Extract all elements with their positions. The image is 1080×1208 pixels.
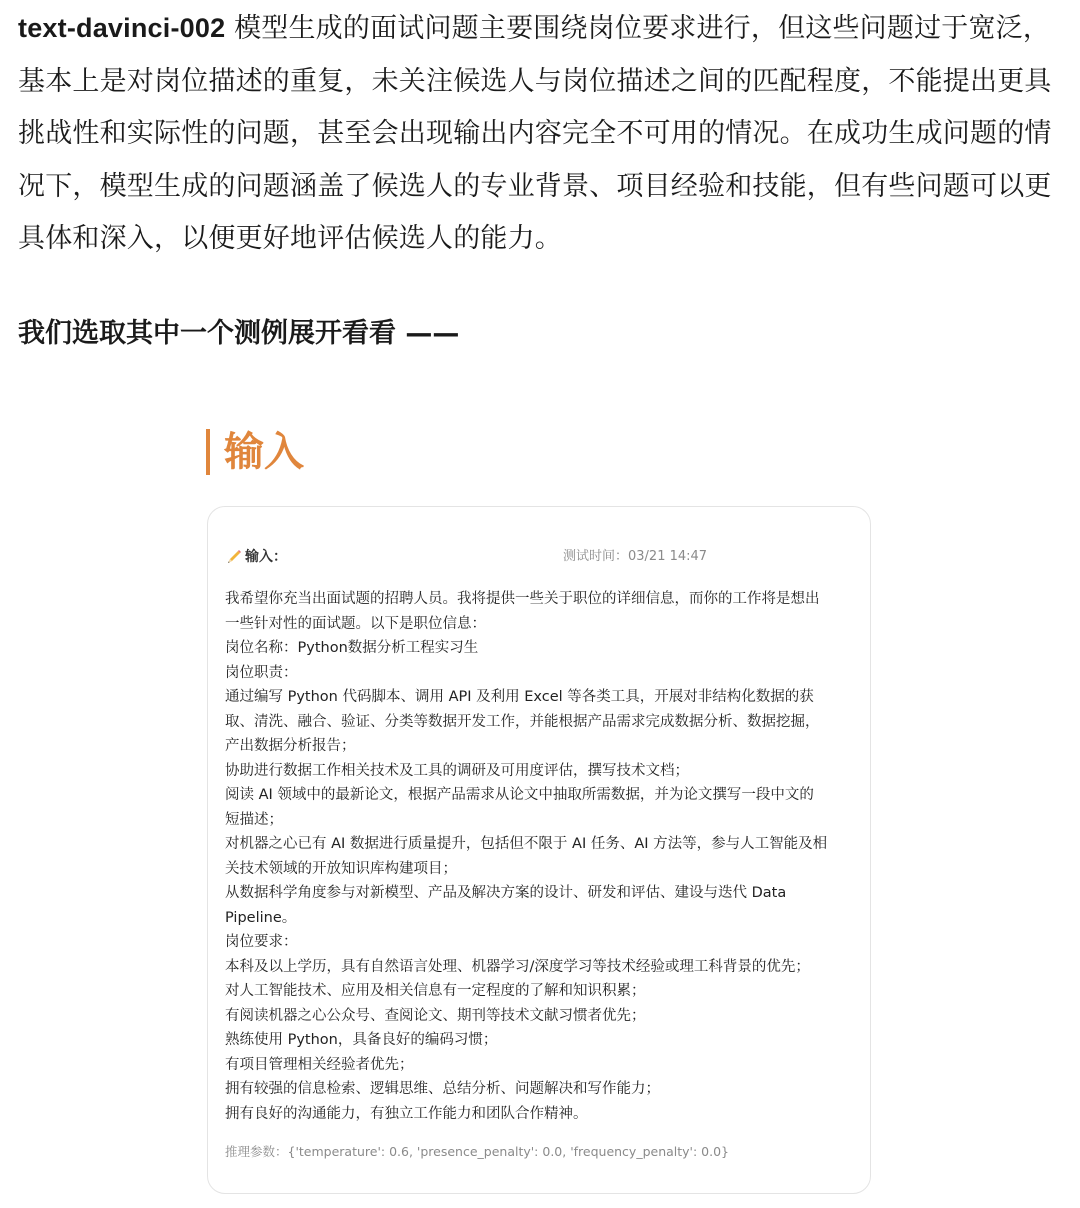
prompt-line: 熟练使用 Python，具备良好的编码习惯； xyxy=(225,1032,498,1048)
prompt-line: 拥有良好的沟通能力，有独立工作能力和团队合作精神。 xyxy=(225,1105,588,1122)
section-accent-bar xyxy=(206,429,210,475)
intro-text: 模型生成的面试问题主要围绕岗位要求进行，但这些问题过于宽泛，基本上是对岗位描述的重复，未关注候选人与岗位描述之间的匹配程度，不能提出更具挑战性和实际性的问题，甚至会出现输出内容完全不可用的情况。在成功生成问题的情况下，模型生成的问题涵盖了候选人的专业背景、项目经验和技能，但有些问题可以更具体和深入，以便更好地评估候选人的能力。 xyxy=(18,13,1052,254)
prompt-line: 短描述； xyxy=(225,811,283,828)
prompt-line: 协助进行数据工作相关技术及工具的调研及可用度评估，撰写技术文档； xyxy=(225,762,689,779)
model-name: text-davinci-002 xyxy=(18,13,226,43)
card-header xyxy=(225,545,855,571)
section-title-label: 输入 xyxy=(224,429,304,475)
prompt-line: 我希望你充当出面试题的招聘人员。我将提供一些关于职位的详细信息，而你的工作将是想出 xyxy=(225,591,820,607)
prompt-line: 岗位名称：Python数据分析工程实习生 xyxy=(225,640,479,656)
prompt-line: 岗位要求： xyxy=(225,934,298,950)
prompt-line: 关技术领域的开放知识库构建项目； xyxy=(225,860,457,877)
prompt-line: 拥有较强的信息检索、逻辑思维、总结分析、问题解决和写作能力； xyxy=(225,1081,660,1097)
prompt-line: 有阅读机器之心公众号、查阅论文、期刊等技术文献习惯者优先； xyxy=(225,1007,646,1024)
input-card xyxy=(207,506,871,1194)
prompt-line: 一些针对性的面试题。以下是职位信息： xyxy=(225,615,486,632)
prompt-line: 本科及以上学历，具有自然语言处理、机器学习/深度学习等技术经验或理工科背景的优先； xyxy=(225,958,810,975)
prompt-line: 岗位职责： xyxy=(225,664,298,681)
prompt-line: 对机器之心已有 AI 数据进行质量提升，包括但不限于 AI 任务、AI 方法等，参与人工智能及相 xyxy=(225,836,828,852)
prompt-line: 通过编写 Python 代码脚本、调用 API 及利用 Excel 等各类工具，开展对非结构化数据的获 xyxy=(225,689,814,705)
prompt-line: 对人工智能技术、应用及相关信息有一定程度的了解和知识积累； xyxy=(225,983,646,999)
prompt-line: 阅读 AI 领域中的最新论文，根据产品需求从论文中抽取所需数据，并为论文撰写一段中文的 xyxy=(225,787,814,803)
section-subheading: 我们选取其中一个测例展开看看 —— xyxy=(18,318,460,349)
pencil-icon xyxy=(225,548,243,566)
section-title xyxy=(206,428,304,476)
prompt-line: Pipeline。 xyxy=(225,909,297,926)
card-input-label: 输入： xyxy=(245,549,287,565)
prompt-line: 有项目管理相关经验者优先； xyxy=(225,1056,414,1073)
test-time: 测试时间：03/21 14:47 xyxy=(563,549,708,564)
prompt-line: 取、清洗、融合、验证、分类等数据开发工作，并能根据产品需求完成数据分析、数据挖掘， xyxy=(225,713,820,730)
prompt-line: 从数据科学角度参与对新模型、产品及解决方案的设计、研发和评估、建设与迭代 Data xyxy=(225,885,787,901)
prompt-text xyxy=(225,587,857,1126)
intro-paragraph xyxy=(18,2,1068,266)
inference-params: 推理参数：{'temperature': 0.6, 'presence_penalty': 0.0, 'frequency_penalty': 0.0} xyxy=(225,1144,730,1159)
prompt-line: 产出数据分析报告； xyxy=(225,738,356,754)
